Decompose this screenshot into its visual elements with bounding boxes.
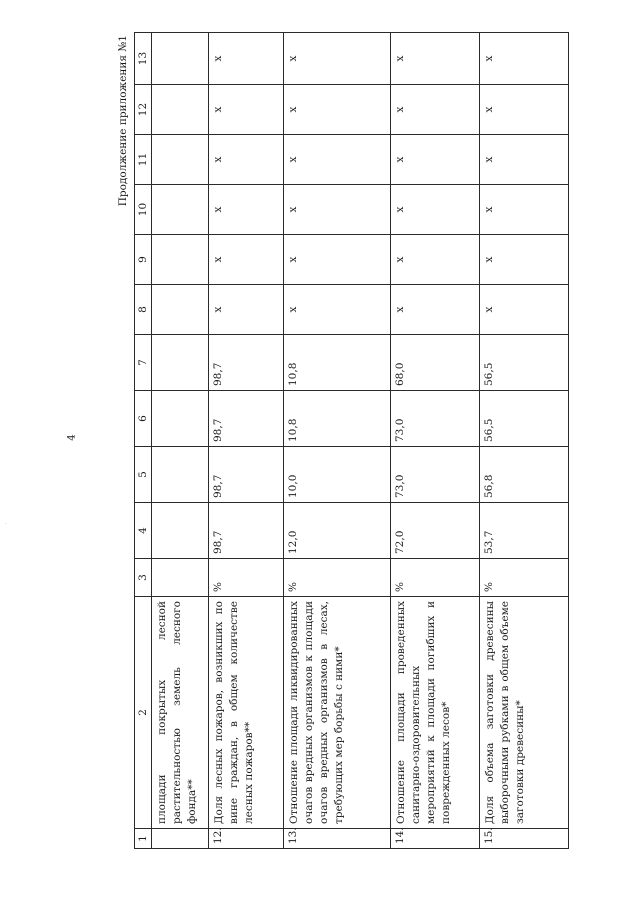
value-cell: x bbox=[209, 235, 284, 285]
row-number: 14. bbox=[391, 829, 480, 849]
row-number bbox=[152, 829, 209, 849]
value-cell bbox=[152, 235, 209, 285]
table-row bbox=[284, 33, 391, 849]
value-cell bbox=[152, 335, 209, 391]
header-cell: 11 bbox=[135, 135, 152, 185]
value-cell: 98,7 bbox=[209, 503, 284, 559]
scan-margin-mark: . bbox=[1, 522, 9, 525]
rotated-document bbox=[112, 33, 526, 849]
header-cell: 8 bbox=[135, 285, 152, 335]
value-cell: x bbox=[391, 135, 480, 185]
row-number: 12. bbox=[209, 829, 284, 849]
value-cell: x bbox=[284, 185, 391, 235]
table-row bbox=[391, 33, 480, 849]
document-content bbox=[112, 33, 526, 849]
value-cell: x bbox=[209, 33, 284, 85]
header-cell: 7 bbox=[135, 335, 152, 391]
unit-cell: % bbox=[480, 559, 569, 597]
header-cell: 9 bbox=[135, 235, 152, 285]
indicators-table bbox=[134, 32, 569, 849]
value-cell bbox=[152, 33, 209, 85]
value-cell bbox=[152, 85, 209, 135]
header-cell: 5 bbox=[135, 447, 152, 503]
indicator-description: Отношение площади проведенных санитарно-оздоровительных мероприятий к площади погибших и поврежденных лесов* bbox=[391, 597, 480, 829]
value-cell: 56,5 bbox=[480, 335, 569, 391]
header-cell: 3 bbox=[135, 559, 152, 597]
indicator-description: Доля лесных пожаров, возникших по вине граждан, в общем количестве лесных пожаров** bbox=[209, 597, 284, 829]
value-cell: x bbox=[480, 33, 569, 85]
value-cell: 12,0 bbox=[284, 503, 391, 559]
value-cell: x bbox=[284, 135, 391, 185]
value-cell: x bbox=[209, 85, 284, 135]
value-cell: x bbox=[209, 285, 284, 335]
indicator-description: площади покрытых лесной растительностью земель лесного фонда** bbox=[152, 597, 209, 829]
value-cell: x bbox=[480, 285, 569, 335]
value-cell: 73,0 bbox=[391, 447, 480, 503]
value-cell: 56,8 bbox=[480, 447, 569, 503]
value-cell: 10,0 bbox=[284, 447, 391, 503]
value-cell: x bbox=[284, 85, 391, 135]
value-cell: 10,8 bbox=[284, 335, 391, 391]
value-cell: 53,7 bbox=[480, 503, 569, 559]
value-cell: x bbox=[284, 285, 391, 335]
value-cell: 98,7 bbox=[209, 335, 284, 391]
header-cell: 10 bbox=[135, 185, 152, 235]
value-cell: 98,7 bbox=[209, 391, 284, 447]
value-cell: x bbox=[480, 235, 569, 285]
page-number: 4 bbox=[66, 434, 78, 441]
value-cell: x bbox=[284, 235, 391, 285]
unit-cell: % bbox=[391, 559, 480, 597]
unit-cell: % bbox=[284, 559, 391, 597]
row-number: 15. bbox=[480, 829, 569, 849]
value-cell bbox=[152, 503, 209, 559]
value-cell: x bbox=[209, 185, 284, 235]
indicator-description: Доля объема заготовки древесины выборочными рубками в общем объеме заготовки древесины* bbox=[480, 597, 569, 829]
table-header-row bbox=[135, 33, 152, 849]
header-cell: 1 bbox=[135, 829, 152, 849]
value-cell: x bbox=[284, 33, 391, 85]
value-cell: x bbox=[391, 33, 480, 85]
value-cell bbox=[152, 391, 209, 447]
table-row bbox=[152, 33, 209, 849]
value-cell bbox=[152, 185, 209, 235]
value-cell: x bbox=[480, 85, 569, 135]
header-cell: 4 bbox=[135, 503, 152, 559]
row-number: 13. bbox=[284, 829, 391, 849]
value-cell: 73,0 bbox=[391, 391, 480, 447]
header-cell: 13 bbox=[135, 33, 152, 85]
table-row bbox=[209, 33, 284, 849]
value-cell bbox=[152, 135, 209, 185]
value-cell bbox=[152, 447, 209, 503]
continuation-label: Продолжение приложения №1 bbox=[117, 35, 129, 207]
value-cell: x bbox=[391, 85, 480, 135]
header-cell: 12 bbox=[135, 85, 152, 135]
header-cell: 2 bbox=[135, 597, 152, 829]
value-cell bbox=[152, 285, 209, 335]
value-cell: x bbox=[391, 235, 480, 285]
value-cell: 98,7 bbox=[209, 447, 284, 503]
unit-cell: % bbox=[209, 559, 284, 597]
value-cell: 56,5 bbox=[480, 391, 569, 447]
value-cell: 10,8 bbox=[284, 391, 391, 447]
indicator-description: Отношение площади ликвидированных очагов вредных организмов к площади очагов вредных организмов в лесах, требующих мер борьбы с ними* bbox=[284, 597, 391, 829]
value-cell: x bbox=[391, 285, 480, 335]
unit-cell bbox=[152, 559, 209, 597]
header-cell: 6 bbox=[135, 391, 152, 447]
value-cell: x bbox=[391, 185, 480, 235]
value-cell: 72,0 bbox=[391, 503, 480, 559]
value-cell: x bbox=[209, 135, 284, 185]
table-row bbox=[480, 33, 569, 849]
value-cell: x bbox=[480, 135, 569, 185]
value-cell: x bbox=[480, 185, 569, 235]
value-cell: 68,0 bbox=[391, 335, 480, 391]
